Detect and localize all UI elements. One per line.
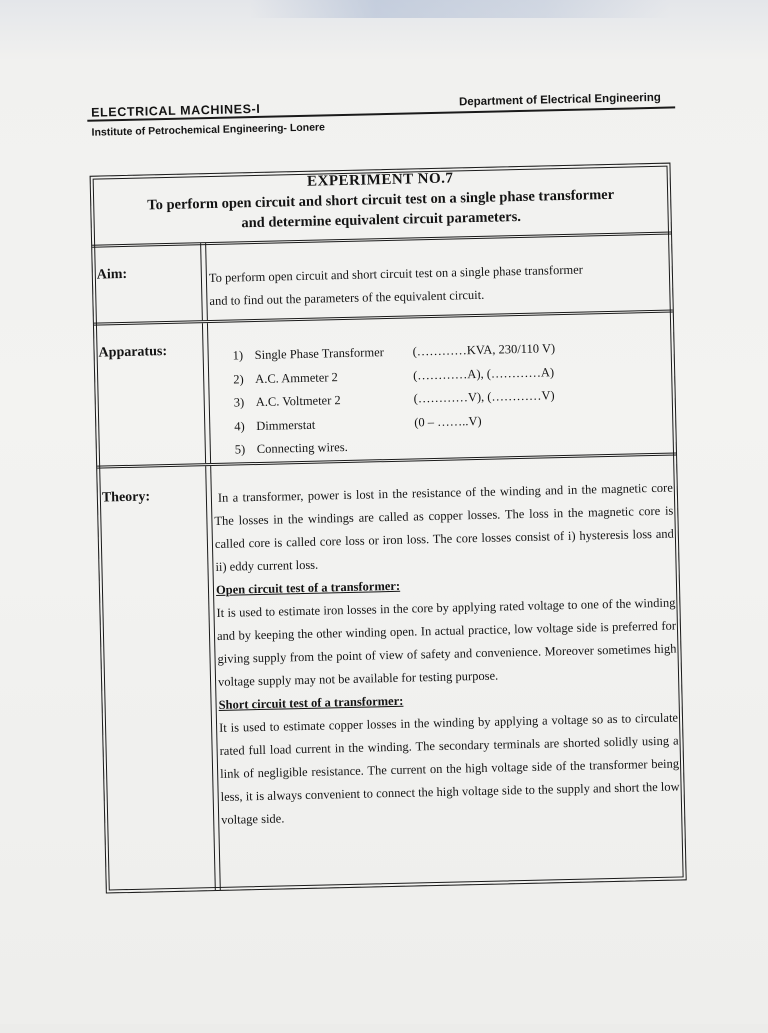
experiment-number: EXPERIMENT NO.7 xyxy=(306,170,454,190)
item-rating: (…………KVA, 230/110 V) xyxy=(412,341,556,359)
item-number: 5) xyxy=(234,442,246,457)
theory-text xyxy=(214,477,681,832)
item-rating: (…………A), (…………A) xyxy=(413,364,555,382)
theory-label: Theory: xyxy=(101,489,151,506)
item-number: 4) xyxy=(234,418,245,434)
experiment-table xyxy=(90,163,687,894)
apparatus-label: Apparatus: xyxy=(98,344,168,361)
item-name: Single Phase Transformer xyxy=(254,345,384,363)
aim-line-2: and to find out the parameters of the equivalent circuit. xyxy=(209,287,485,309)
short-circuit-heading: Short circuit test of a transformer: xyxy=(218,693,404,712)
institute-name: Institute of Petrochemical Engineering- Lonere xyxy=(91,121,326,139)
apparatus-list xyxy=(232,337,557,462)
experiment-title-line-2: and determine equivalent circuit parameters. xyxy=(241,208,522,232)
item-number: 3) xyxy=(233,395,245,410)
theory-intro: In a transformer, power is lost in the resistance of the winding and in the magnetic core The losses in the windings are called as copper losses. The loss in the magnetic core is called core is called core loss or iron loss. The core losses consist of i) hysteresis loss and ii) eddy current loss. xyxy=(214,480,674,574)
item-rating: (…………V), (…………V) xyxy=(413,388,555,406)
item-number: 1) xyxy=(232,348,244,363)
experiment-title-line-1: To perform open circuit and short circuit test on a single phase transformer xyxy=(147,186,615,214)
theory-row xyxy=(97,455,685,892)
aim-text xyxy=(209,257,669,313)
aim-row xyxy=(92,233,673,326)
item-name: A.C. Voltmeter 2 xyxy=(255,393,341,410)
item-name: A.C. Ammeter 2 xyxy=(255,369,338,386)
short-circuit-text: It is used to estimate copper losses in the winding by applying a voltage so as to circulate rated full load current in the winding. The secondary terminals are shorted solidly using a link of negligible resistance. The current on the high voltage side of the transformer being less, it is always convenient to connect the high voltage side to the supply and short the low voltage side. xyxy=(218,710,680,827)
column-divider xyxy=(200,243,208,320)
open-circuit-text: It is used to estimate iron losses in the core by applying rated voltage to one of the winding and by keeping the other winding open. In actual practice, low voltage side is preferred for giving supply from the point of view of safety and convenience. Moreover sometimes high voltage supply may not be available for testing purpose. xyxy=(216,595,677,689)
item-rating: (0 – ……..V) xyxy=(414,413,482,429)
course-title: ELECTRICAL MACHINES-I xyxy=(90,101,261,120)
department-name: Department of Electrical Engineering xyxy=(458,91,662,109)
open-circuit-heading: Open circuit test of a transformer: xyxy=(215,578,401,597)
item-number: 2) xyxy=(233,371,244,387)
item-name: Dimmerstat xyxy=(256,417,316,433)
apparatus-row xyxy=(94,313,676,469)
aim-line-1: To perform open circuit and short circuit test on a single phase transformer xyxy=(208,262,583,286)
item-name: Connecting wires. xyxy=(256,439,348,457)
column-divider xyxy=(202,323,211,463)
aim-label: Aim: xyxy=(96,266,128,283)
